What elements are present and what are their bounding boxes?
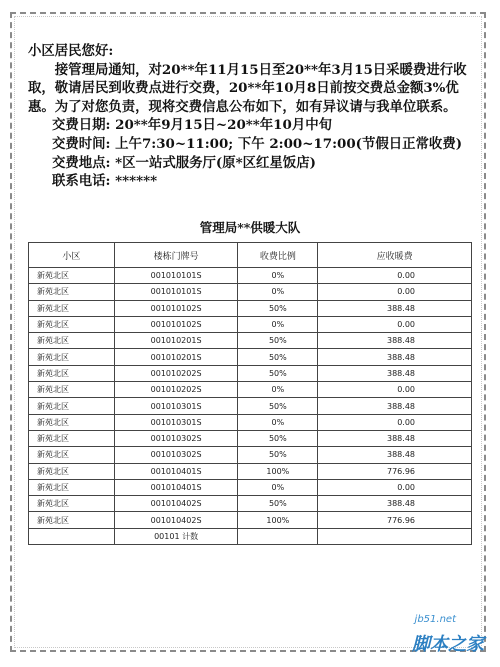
cell-rate: 50% (238, 333, 318, 349)
cell-community: 新苑北区 (29, 463, 115, 479)
cell-community: 新苑北区 (29, 414, 115, 430)
cell-amount: 388.48 (318, 496, 472, 512)
header-community: 小区 (29, 243, 115, 268)
cell-community: 新苑北区 (29, 268, 115, 284)
cell-community: 新苑北区 (29, 300, 115, 316)
cell-rate: 50% (238, 496, 318, 512)
table-row (29, 268, 472, 284)
table-row (29, 479, 472, 495)
cell-building: 001010402S (114, 496, 238, 512)
cell-building: 001010101S (114, 284, 238, 300)
table-header-row (29, 243, 472, 268)
cell-amount: 388.48 (318, 349, 472, 365)
watermark-site: jb51.net (414, 614, 456, 625)
cell-building: 001010301S (114, 398, 238, 414)
table-row (29, 316, 472, 332)
cell-community: 新苑北区 (29, 447, 115, 463)
cell-building: 001010201S (114, 333, 238, 349)
cell-amount: 0.00 (318, 414, 472, 430)
cell-rate: 0% (238, 268, 318, 284)
cell-building: 001010401S (114, 479, 238, 495)
cell-community: 新苑北区 (29, 333, 115, 349)
cell-rate: 50% (238, 300, 318, 316)
cell-building: 001010102S (114, 300, 238, 316)
count-label: 00101 计数 (114, 528, 238, 544)
cell-rate: 50% (238, 430, 318, 446)
count-row (29, 528, 472, 544)
table-row (29, 333, 472, 349)
cell-rate: 50% (238, 365, 318, 381)
cell-amount: 388.48 (318, 430, 472, 446)
table-row (29, 365, 472, 381)
table-row (29, 284, 472, 300)
cell-building: 001010102S (114, 316, 238, 332)
count-empty-cell (29, 528, 115, 544)
greeting: 小区居民您好: (28, 43, 114, 59)
cell-rate: 50% (238, 349, 318, 365)
cell-community: 新苑北区 (29, 398, 115, 414)
cell-building: 001010302S (114, 447, 238, 463)
cell-amount: 388.48 (318, 300, 472, 316)
phone-line: 联系电话: ****** (52, 173, 158, 190)
table-row (29, 447, 472, 463)
team-signature: 管理局**供暖大队 (199, 220, 301, 235)
table-row (29, 398, 472, 414)
cell-rate: 0% (238, 382, 318, 398)
place-line: 交费地点: *区一站式服务厅(原*区红星饭店) (52, 154, 316, 171)
cell-amount: 388.48 (318, 398, 472, 414)
count-empty-cell (238, 528, 318, 544)
cell-amount: 0.00 (318, 268, 472, 284)
cell-amount: 0.00 (318, 316, 472, 332)
cell-community: 新苑北区 (29, 316, 115, 332)
cell-community: 新苑北区 (29, 430, 115, 446)
cell-building: 001010201S (114, 349, 238, 365)
table-row (29, 496, 472, 512)
watermark-logo: 脚本之家 (412, 634, 484, 655)
cell-building: 001010202S (114, 365, 238, 381)
table-row (29, 512, 472, 528)
cell-amount: 0.00 (318, 479, 472, 495)
cell-building: 001010101S (114, 268, 238, 284)
cell-rate: 0% (238, 284, 318, 300)
cell-amount: 388.48 (318, 447, 472, 463)
cell-community: 新苑北区 (29, 496, 115, 512)
fee-table (28, 242, 472, 545)
cell-amount: 776.96 (318, 463, 472, 479)
cell-community: 新苑北区 (29, 349, 115, 365)
table-row (29, 463, 472, 479)
cell-amount: 0.00 (318, 284, 472, 300)
header-amount: 应收暖费 (318, 243, 472, 268)
cell-building: 001010401S (114, 463, 238, 479)
table-row (29, 414, 472, 430)
cell-community: 新苑北区 (29, 284, 115, 300)
cell-amount: 388.48 (318, 365, 472, 381)
table-row (29, 382, 472, 398)
cell-amount: 388.48 (318, 333, 472, 349)
cell-building: 001010301S (114, 414, 238, 430)
cell-community: 新苑北区 (29, 382, 115, 398)
cell-rate: 0% (238, 414, 318, 430)
table-row (29, 349, 472, 365)
cell-amount: 776.96 (318, 512, 472, 528)
cell-rate: 100% (238, 463, 318, 479)
cell-building: 001010202S (114, 382, 238, 398)
table-row (29, 430, 472, 446)
cell-rate: 50% (238, 398, 318, 414)
cell-amount: 0.00 (318, 382, 472, 398)
cell-rate: 50% (238, 447, 318, 463)
date-line: 交费日期: 20**年9月15日~20**年10月中旬 (52, 117, 332, 134)
table-row (29, 300, 472, 316)
cell-rate: 100% (238, 512, 318, 528)
cell-building: 001010402S (114, 512, 238, 528)
cell-community: 新苑北区 (29, 365, 115, 381)
header-building: 楼栋门牌号 (114, 243, 238, 268)
header-rate: 收费比例 (238, 243, 318, 268)
cell-rate: 0% (238, 316, 318, 332)
count-empty-cell (318, 528, 472, 544)
cell-community: 新苑北区 (29, 479, 115, 495)
cell-building: 001010302S (114, 430, 238, 446)
cell-community: 新苑北区 (29, 512, 115, 528)
notice-text (28, 42, 470, 191)
notice-paragraph: 接管理局通知，对20**年11月15日至20**年3月15日采暖费进行收取，敬请居民到收费点进行交费，20**年10月8日前按交费总金额3%优惠。为了对您负责，现将交费信息公布如下，如有异议请与我单位联系。 (28, 61, 467, 115)
cell-rate: 0% (238, 479, 318, 495)
time-line: 交费时间: 上午7:30~11:00; 下午 2:00~17:00(节假日正常收费) (52, 135, 463, 152)
